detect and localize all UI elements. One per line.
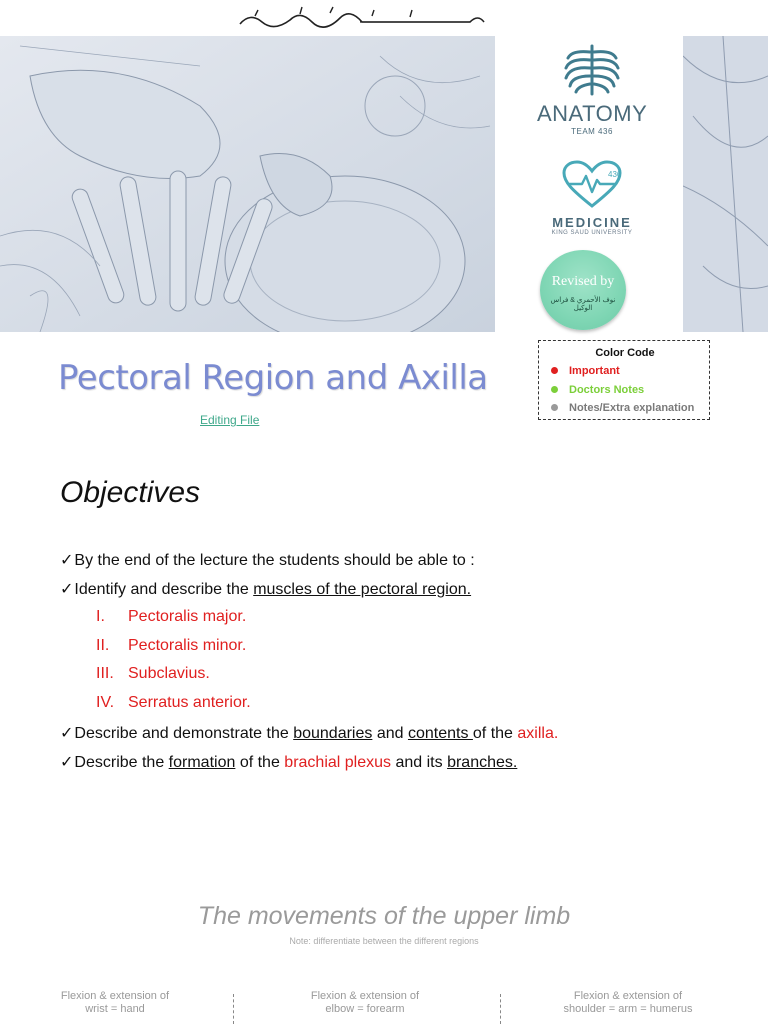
color-code-title: Color Code bbox=[595, 347, 655, 359]
page-title: Pectoral Region and Axilla bbox=[58, 358, 488, 398]
movements-note: Note: differentiate between the different regions bbox=[289, 936, 479, 946]
objective-axilla: ✓Describe and demonstrate the boundaries and contents of the axilla. bbox=[60, 725, 559, 742]
anatomy-illustration-right bbox=[683, 36, 768, 332]
column-divider bbox=[233, 994, 234, 1024]
anatomy-illustration-left bbox=[0, 36, 495, 332]
color-code-important: Important bbox=[551, 365, 620, 377]
red-dot-icon bbox=[551, 367, 558, 374]
editing-file-link[interactable]: Editing File bbox=[200, 413, 260, 427]
revised-by-title: Revised by bbox=[551, 274, 615, 289]
check-icon: ✓ bbox=[60, 581, 74, 598]
medicine-university: KING SAUD UNIVERSITY bbox=[551, 230, 633, 236]
movement-elbow: Flexion & extension of elbow = forearm bbox=[310, 990, 420, 1015]
muscle-item: IV. Serratus anterior. bbox=[96, 694, 251, 711]
medicine-badge-number: 436 bbox=[608, 170, 622, 179]
muscle-item: II. Pectoralis minor. bbox=[96, 637, 247, 654]
check-icon: ✓ bbox=[60, 754, 74, 771]
green-dot-icon bbox=[551, 386, 558, 393]
anatomy-team-logo bbox=[537, 44, 647, 136]
objective-intro: ✓By the end of the lecture the students should be able to : bbox=[60, 552, 475, 569]
check-icon: ✓ bbox=[60, 552, 74, 569]
revised-by-names: نوف الأحمري & فراس الوكيل bbox=[550, 297, 616, 312]
objective-brachial-plexus: ✓Describe the formation of the brachial plexus and its branches. bbox=[60, 754, 518, 771]
objectives-heading: Objectives bbox=[60, 476, 201, 509]
gray-dot-icon bbox=[551, 404, 558, 411]
anatomy-team-label: TEAM 436 bbox=[571, 127, 613, 136]
color-code-doctors-notes: Doctors Notes bbox=[551, 384, 644, 396]
column-divider bbox=[500, 994, 501, 1024]
check-icon: ✓ bbox=[60, 725, 74, 742]
movement-shoulder: Flexion & extension of shoulder = arm = humerus bbox=[563, 990, 693, 1015]
ribcage-icon bbox=[562, 44, 622, 96]
muscle-item: III. Subclavius. bbox=[96, 665, 210, 682]
color-code-legend bbox=[538, 340, 710, 420]
muscle-item: I. Pectoralis major. bbox=[96, 608, 247, 625]
medicine-brand: MEDICINE bbox=[552, 215, 632, 230]
bismillah-calligraphy bbox=[0, 4, 768, 32]
revised-badge-circle bbox=[540, 250, 626, 330]
revised-by-badge bbox=[540, 250, 628, 336]
anatomy-brand: ANATOMY bbox=[537, 101, 648, 126]
objective-muscles: ✓Identify and describe the muscles of the pectoral region. bbox=[60, 581, 472, 598]
medicine-logo bbox=[537, 160, 647, 242]
color-code-extra-notes: Notes/Extra explanation bbox=[551, 402, 694, 414]
movement-wrist: Flexion & extension of wrist = hand bbox=[60, 990, 170, 1015]
movements-title: The movements of the upper limb bbox=[197, 902, 571, 930]
heart-pulse-icon bbox=[562, 160, 622, 210]
